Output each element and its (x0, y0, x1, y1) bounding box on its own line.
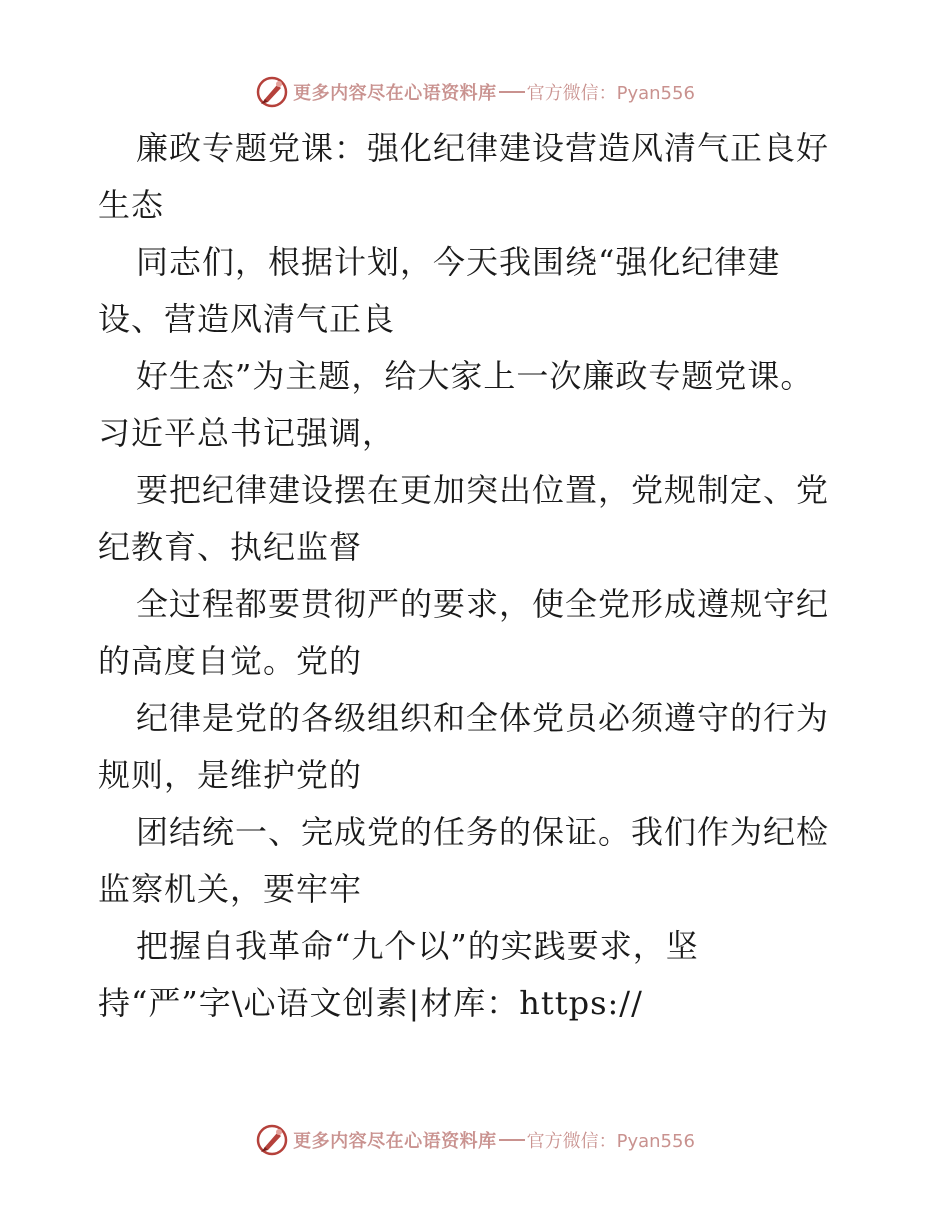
header-watermark (0, 72, 950, 112)
paragraph (98, 234, 858, 348)
footer-wechat-text: 官方微信：Pyan556 (526, 1131, 695, 1152)
footer-site-text: 更多内容尽在心语资料库 (293, 1131, 497, 1152)
paragraph-line: 生态 (98, 186, 165, 224)
paragraph-line: 廉政专题党课：强化纪律建设营造风清气正良好 (136, 129, 830, 167)
header-dash (499, 91, 525, 93)
footer-watermark (0, 1120, 950, 1160)
footer-dash (499, 1139, 525, 1141)
paragraph (98, 120, 858, 234)
paragraph-line: 团结统一、完成党的任务的保证。我们作为纪检 (136, 813, 830, 851)
paragraph-line: 监察机关，要牢牢 (98, 870, 363, 908)
paragraph (98, 690, 858, 804)
paragraph-line: 纪律是党的各级组织和全体党员必须遵守的行为 (136, 699, 830, 737)
header-wechat-text: 官方微信：Pyan556 (526, 83, 695, 104)
paragraph-line: 习近平总书记强调， (98, 414, 396, 452)
paragraph (98, 804, 858, 918)
paragraph-line: 好生态”为主题，给大家上一次廉政专题党课。 (136, 357, 814, 395)
paragraph (98, 918, 858, 1032)
paragraph-line: 要把纪律建设摆在更加突出位置，党规制定、党 (136, 471, 830, 509)
paragraph-line: 把握自我革命“九个以”的实践要求，坚 (136, 927, 699, 965)
paragraph (98, 462, 858, 576)
paragraph-line: 纪教育、执纪监督 (98, 528, 363, 566)
paragraph-line: 全过程都要贯彻严的要求，使全党形成遵规守纪 (136, 585, 830, 623)
paragraph (98, 348, 858, 462)
paragraph-line: 规则，是维护党的 (98, 756, 363, 794)
header-site-text: 更多内容尽在心语资料库 (293, 83, 497, 104)
document-body (98, 120, 858, 1032)
paragraph-line: 的高度自觉。党的 (98, 642, 363, 680)
paragraph-line: 同志们，根据计划，今天我围绕“强化纪律建 (136, 243, 781, 281)
pen-logo-icon (255, 1123, 289, 1157)
pen-logo-icon (255, 75, 289, 109)
paragraph (98, 576, 858, 690)
paragraph-line: 持“严”字\心语文创素|材库：https:// (98, 984, 643, 1022)
paragraph-line: 设、营造风清气正良 (98, 300, 396, 338)
